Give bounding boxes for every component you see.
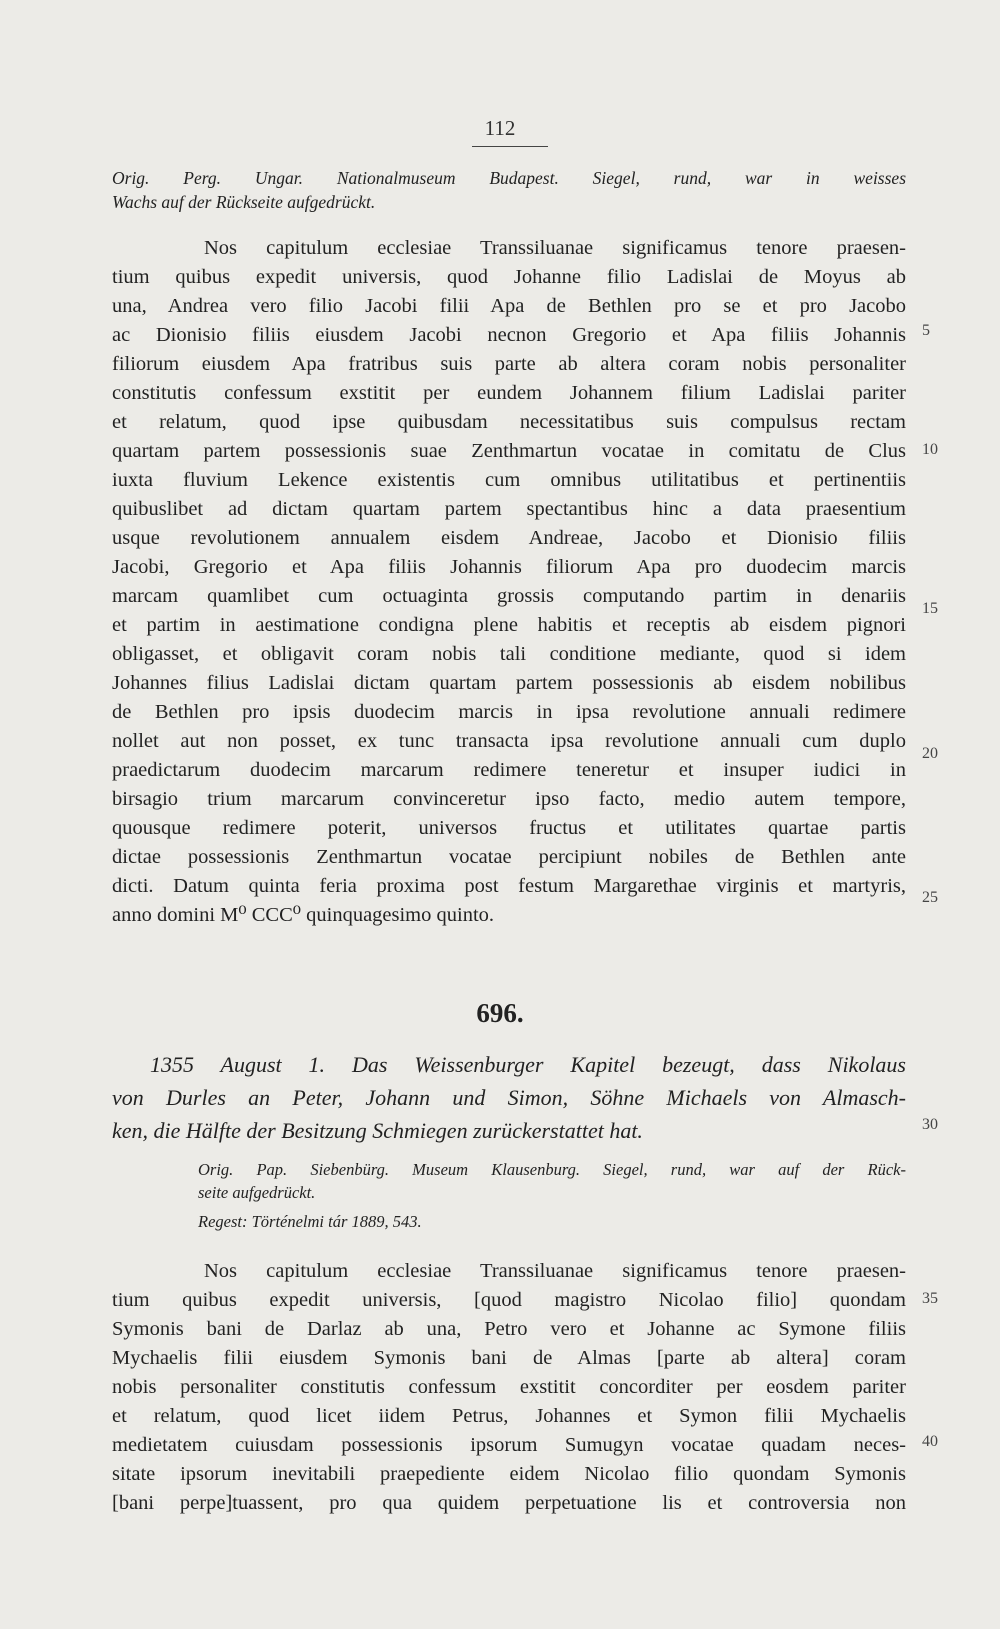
text-line: praedictarum duodecim marcarum redimere teneretur et insuper iudici in xyxy=(112,759,906,781)
document-number: 696. xyxy=(476,998,524,1028)
text-line: Johannes filius Ladislai dictam quartam partem possessionis ab eisdem nobilibus xyxy=(112,672,906,694)
text-line: una, Andrea vero filio Jacobi filii Apa de Bethlen pro se et pro Jacobo xyxy=(112,295,906,317)
text-line: et relatum, quod ipse quibusdam necessitatibus suis compulsus rectam xyxy=(112,411,906,433)
text-line: nobis personaliter constitutis confessum exstitit concorditer per eosdem pariter xyxy=(112,1376,906,1398)
text-line: Jacobi, Gregorio et Apa filiis Johannis filiorum Apa pro duodecim marcis xyxy=(112,556,906,578)
text-line: [bani perpe]tuassent, pro qua quidem perpetuatione lis et controversia non xyxy=(112,1492,906,1514)
margin-line-number: 15 xyxy=(922,600,938,617)
page-number: 112 xyxy=(484,116,516,140)
second-text xyxy=(112,1257,906,1518)
page-number-rule xyxy=(472,146,548,147)
text-line: Nos capitulum ecclesiae Transsiluanae significamus tenore praesen- xyxy=(204,237,906,259)
text-line: Nos capitulum ecclesiae Transsiluanae significamus tenore praesen- xyxy=(204,1260,906,1282)
text-line: nollet aut non posset, ex tunc transacta ipsa revolutione annuali cum duplo xyxy=(112,730,906,752)
text-line: Symonis bani de Darlaz ab una, Petro vero et Johanne ac Symone filiis xyxy=(112,1318,906,1340)
top-source-note xyxy=(112,166,906,214)
text-line: iuxta fluvium Lekence existentis cum omnibus utilitatibus et pertinentiis xyxy=(112,469,906,491)
main-text xyxy=(112,234,906,930)
text-line: birsagio trium marcarum convinceretur ipso facto, medio autem tempore, xyxy=(112,788,906,810)
margin-line-number: 35 xyxy=(922,1290,938,1307)
source-note xyxy=(198,1158,906,1233)
text-line: Mychaelis filii eiusdem Symonis bani de Almas [parte ab altera] coram xyxy=(112,1347,906,1369)
source-note-line: seite aufgedrückt. xyxy=(198,1183,316,1202)
text-line: marcam quamlibet cum octuaginta grossis computando partim in denariis xyxy=(112,585,906,607)
text-line: constitutis confessum exstitit per eundem Johannem filium Ladislai pariter xyxy=(112,382,906,404)
text-line: quousque redimere poterit, universos fructus et utilitates quartae partis xyxy=(112,817,906,839)
margin-line-number: 20 xyxy=(922,745,938,762)
text-line: de Bethlen pro ipsis duodecim marcis in ipsa revolutione annuali redimere xyxy=(112,701,906,723)
text-line: tium quibus expedit universis, [quod magistro Nicolao filio] quondam xyxy=(112,1289,906,1311)
margin-line-number: 30 xyxy=(922,1116,938,1133)
margin-line-number: 10 xyxy=(922,441,938,458)
regest-reference: Regest: Történelmi tár 1889, 543. xyxy=(198,1212,422,1231)
source-note-line: Orig. Pap. Siebenbürg. Museum Klausenburg. Siegel, rund, war auf der Rück- xyxy=(198,1160,906,1179)
note-line: Orig. Perg. Ungar. Nationalmuseum Budapest. Siegel, rund, war in weisses xyxy=(112,168,906,188)
text-line: quartam partem possessionis suae Zenthmartun vocatae in comitatu de Clus xyxy=(112,440,906,462)
text-line: filiorum eiusdem Apa fratribus suis parte ab altera coram nobis personaliter xyxy=(112,353,906,375)
text-line: quibuslibet ad dictam quartam partem spectantibus hinc a data praesentium xyxy=(112,498,906,520)
text-line: medietatem cuiusdam possessionis ipsorum Sumugyn vocatae quadam neces- xyxy=(112,1434,906,1456)
text-line: tium quibus expedit universis, quod Johanne filio Ladislai de Moyus ab xyxy=(112,266,906,288)
text-line: sitate ipsorum inevitabili praepediente eidem Nicolao filio quondam Symonis xyxy=(112,1463,906,1485)
regest-line: ken, die Hälfte der Besitzung Schmiegen zurückerstattet hat. xyxy=(112,1118,643,1143)
text-line: obligasset, et obligavit coram nobis tali conditione mediante, quod si idem xyxy=(112,643,906,665)
text-line: usque revolutionem annualem eisdem Andreae, Jacobo et Dionisio filiis xyxy=(112,527,906,549)
text-line: anno domini M⁰ CCC⁰ quinquagesimo quinto. xyxy=(112,904,495,926)
regest xyxy=(112,1048,906,1147)
margin-line-number: 40 xyxy=(922,1433,938,1450)
text-line: dicti. Datum quinta feria proxima post festum Margarethae virginis et martyris, xyxy=(112,875,906,897)
margin-line-number: 25 xyxy=(922,889,938,906)
regest-line: 1355 August 1. Das Weissenburger Kapitel bezeugt, dass Nikolaus xyxy=(150,1052,906,1077)
text-line: ac Dionisio filiis eiusdem Jacobi necnon Gregorio et Apa filiis Johannis xyxy=(112,324,906,346)
text-line: et partim in aestimatione condigna plene habitis et receptis ab eisdem pignori xyxy=(112,614,906,636)
text-line: dictae possessionis Zenthmartun vocatae percipiunt nobiles de Bethlen ante xyxy=(112,846,906,868)
regest-line: von Durles an Peter, Johann und Simon, Söhne Michaels von Almasch- xyxy=(112,1085,906,1110)
text-line: et relatum, quod licet iidem Petrus, Johannes et Symon filii Mychaelis xyxy=(112,1405,906,1427)
note-line: Wachs auf der Rückseite aufgedrückt. xyxy=(112,192,376,212)
margin-line-number: 5 xyxy=(922,322,930,339)
